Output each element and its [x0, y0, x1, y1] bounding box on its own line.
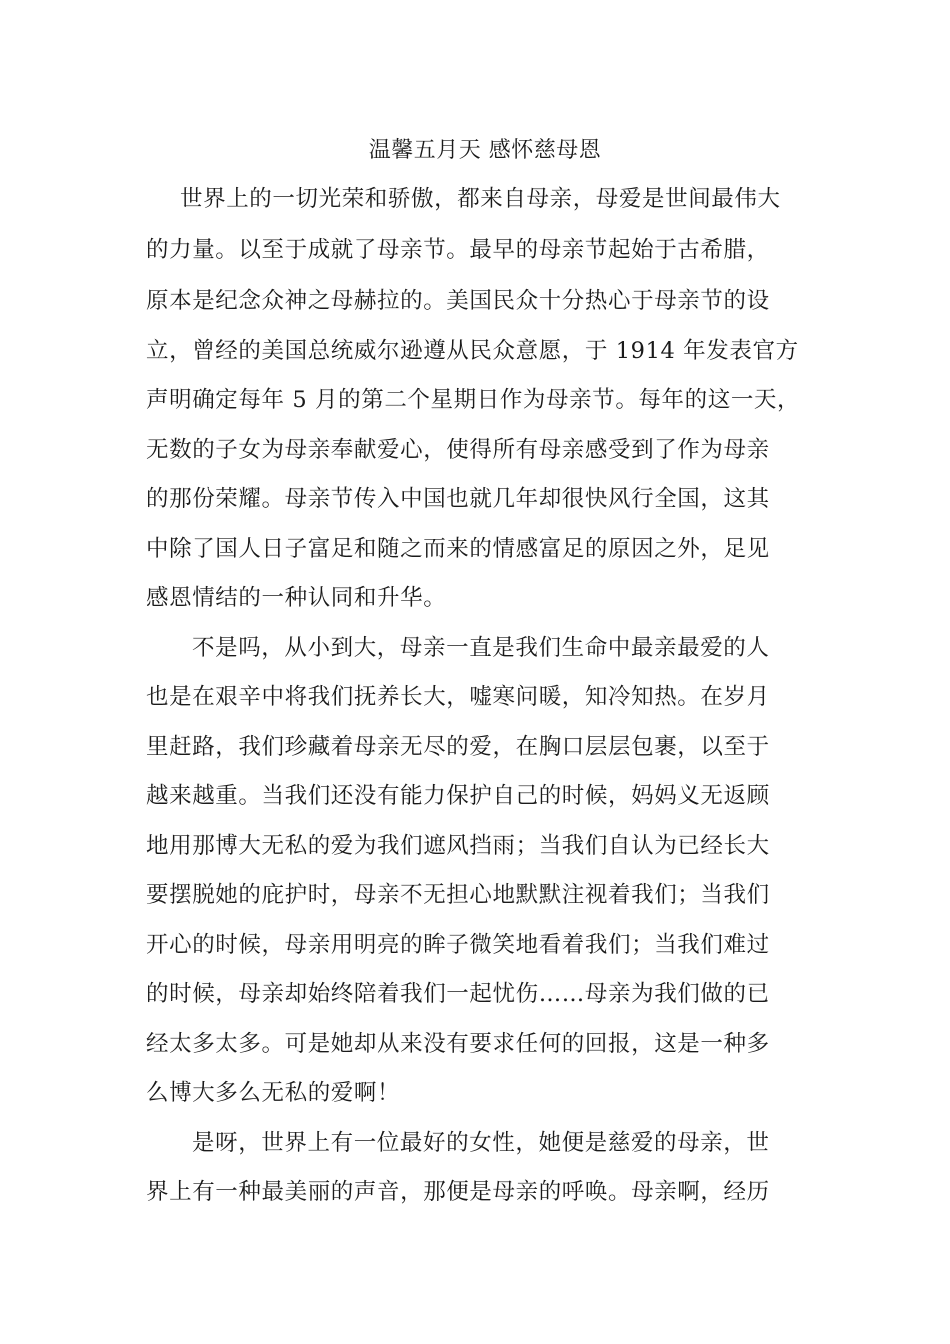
paragraph-1-line-1: 世界上的一切光荣和骄傲，都来自母亲，母爱是世间最伟大 [180, 186, 781, 212]
paragraph-1-line-7: 的那份荣耀。母亲节传入中国也就几年却很快风行全国，这其 [146, 486, 770, 512]
paragraph-2-line-4: 越来越重。当我们还没有能力保护自己的时候，妈妈义无返顾 [146, 783, 770, 809]
paragraph-1-line-4: 立，曾经的美国总统威尔逊遵从民众意愿，于 1914 年发表官方 [146, 338, 799, 364]
paragraph-2-line-5: 地用那博大无私的爱为我们遮风挡雨；当我们自认为已经长大 [146, 833, 770, 859]
paragraph-1-line-2: 的力量。以至于成就了母亲节。最早的母亲节起始于古希腊， [146, 237, 770, 263]
paragraph-1-line-3: 原本是纪念众神之母赫拉的。美国民众十分热心于母亲节的设 [146, 288, 770, 314]
paragraph-2-line-9: 经太多太多。可是她却从来没有要求任何的回报，这是一种多 [146, 1031, 770, 1057]
document-title: 温馨五月天 感怀慈母恩 [368, 138, 602, 163]
paragraph-1-line-6: 无数的子女为母亲奉献爱心，使得所有母亲感受到了作为母亲 [146, 437, 770, 463]
paragraph-1-line-5: 声明确定每年 5 月的第二个星期日作为母亲节。每年的这一天， [146, 387, 801, 413]
paragraph-3-line-1: 是呀，世界上有一位最好的女性，她便是慈爱的母亲，世 [192, 1130, 770, 1156]
paragraph-2-line-3: 里赶路，我们珍藏着母亲无尽的爱，在胸口层层包裹，以至于 [146, 734, 770, 760]
paragraph-1-line-9: 感恩情结的一种认同和升华。 [146, 585, 447, 611]
paragraph-2-line-2: 也是在艰辛中将我们抚养长大，嘘寒问暖，知冷知热。在岁月 [146, 684, 770, 710]
paragraph-2-line-6: 要摆脱她的庇护时，母亲不无担心地默默注视着我们；当我们 [146, 882, 770, 908]
paragraph-3-line-2: 界上有一种最美丽的声音，那便是母亲的呼唤。母亲啊，经历 [146, 1179, 770, 1205]
paragraph-2-line-1: 不是吗，从小到大，母亲一直是我们生命中最亲最爱的人 [192, 635, 770, 661]
paragraph-2-line-8: 的时候，母亲却始终陪着我们一起忧伤……母亲为我们做的已 [146, 981, 770, 1007]
paragraph-2-line-7: 开心的时候，母亲用明亮的眸子微笑地看着我们；当我们难过 [146, 932, 770, 958]
paragraph-1-line-8: 中除了国人日子富足和随之而来的情感富足的原因之外，足见 [146, 536, 770, 562]
paragraph-2-line-10: 么博大多么无私的爱啊！ [146, 1080, 401, 1106]
